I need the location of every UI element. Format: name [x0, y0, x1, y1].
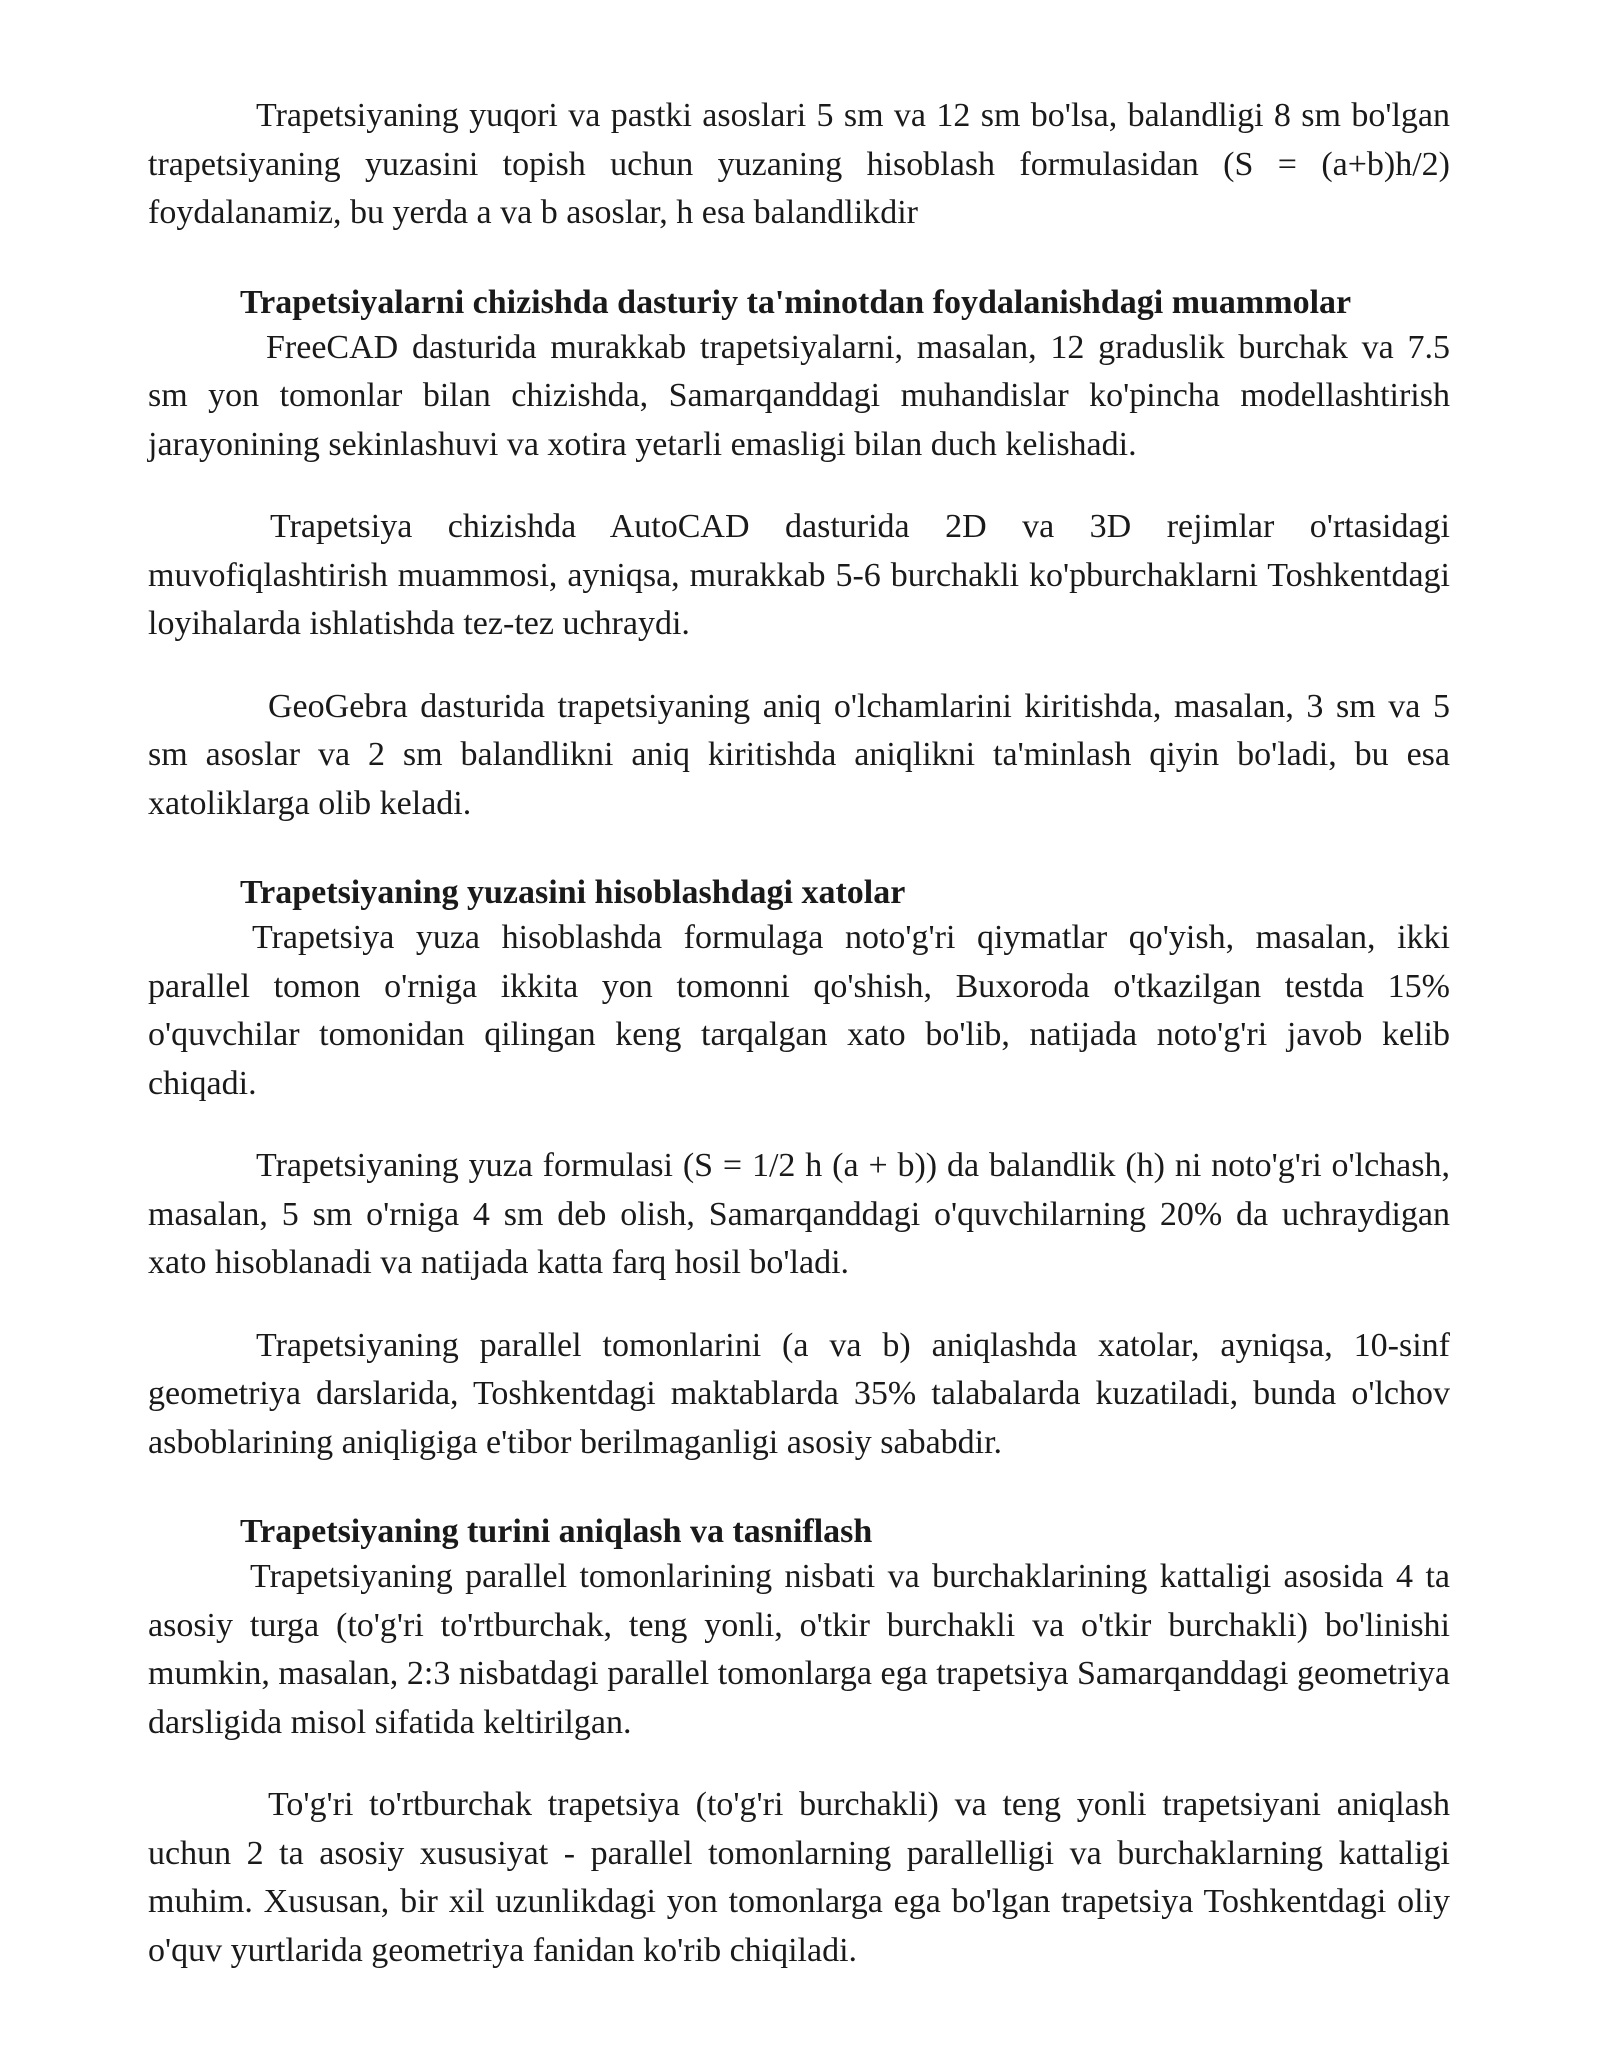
- paragraph-types: Trapetsiyaning parallel tomonlarining nisbati va burchaklarining kattaligi asosida 4 ta asosiy turga (to'g'ri to'rtburchak, teng yonli, o'tkir burchakli va o'tkir burchakli) bo'linishi mumkin, masalan, 2:3 nisbatdagi parallel tomonlarga ega trapetsiya Samarqanddagi geometriya darsligida misol sifatida keltirilgan.: [148, 1558, 1450, 1741]
- paragraph-formula-values-error: Trapetsiya yuza hisoblashda formulaga noto'g'ri qiymatlar qo'yish, masalan, ikki parallel tomon o'rniga ikkita yon tomonni qo'shish, Buxoroda o'tkazilgan testda 15% o'quvchilar tomonidan qilingan keng tarqalgan xato bo'lib, natijada noto'g'ri javob kelib chiqadi.: [148, 919, 1450, 1102]
- paragraph-geogebra: GeoGebra dasturida trapetsiyaning aniq o'lchamlarini kiritishda, masalan, 3 sm va 5 sm asoslar va 2 sm balandlikni aniq kiritishda aniqlikni ta'minlash qiyin bo'ladi, bu esa xatoliklarga olib keladi.: [148, 687, 1450, 822]
- intro-paragraph: Trapetsiyaning yuqori va pastki asoslari 5 sm va 12 sm bo'lsa, balandligi 8 sm bo'lgan trapetsiyaning yuzasini topish uchun yuzaning hisoblash formulasidan (S = (a+b)h/2) foydalanamiz, bu yerda a va b asoslar, h esa balandlikdir: [148, 97, 1450, 231]
- section-heading-area-errors: Trapetsiyaning yuzasini hisoblashdagi xatolar: [240, 874, 906, 911]
- paragraph-autocad: Trapetsiya chizishda AutoCAD dasturida 2D va 3D rejimlar o'rtasidagi muvofiqlashtirish muammosi, ayniqsa, murakkab 5-6 burchakli ko'pburchaklarni Toshkentdagi loyihalarda ishlatishda tez-tez uchraydi.: [148, 508, 1450, 642]
- section-heading-software-problems: Trapetsiyalarni chizishda dasturiy ta'minotdan foydalanishdagi muammolar: [240, 283, 1352, 321]
- section-heading-classification: Trapetsiyaning turini aniqlash va tasniflash: [240, 1513, 873, 1550]
- document-page: [148, 92, 1450, 1975]
- paragraph-height-measure-error: Trapetsiyaning yuza formulasi (S = 1/2 h (a + b)) da balandlik (h) ni noto'g'ri o'lchash, masalan, 5 sm o'rniga 4 sm deb olish, Samarqanddagi o'quvchilarning 20% da uchraydigan xato hisoblanadi va natijada katta farq hosil bo'ladi.: [148, 1147, 1450, 1281]
- paragraph-identification: To'g'ri to'rtburchak trapetsiya (to'g'ri burchakli) va teng yonli trapetsiyani aniqlash uchun 2 ta asosiy xususiyat - parallel tomonlarning parallelligi va burchaklarning kattaligi muhim. Xususan, bir xil uzunlikdagi yon tomonlarga ega bo'lgan trapetsiya Toshkentdagi oliy o'quv yurtlarida geometriya fanidan ko'rib chiqiladi.: [148, 1786, 1450, 1969]
- paragraph-freecad: FreeCAD dasturida murakkab trapetsiyalarni, masalan, 12 graduslik burchak va 7.5 sm yon tomonlar bilan chizishda, Samarqanddagi muhandislar ko'pincha modellashtirish jarayonining sekinlashuvi va xotira yetarli emasligi bilan duch kelishadi.: [148, 328, 1450, 463]
- paragraph-parallel-sides-error: Trapetsiyaning parallel tomonlarini (a va b) aniqlashda xatolar, ayniqsa, 10-sinf geometriya darslarida, Toshkentdagi maktablarda 35% talabalarda kuzatiladi, bunda o'lchov asboblarining aniqligiga e'tibor berilmaganligi asosiy sababdir.: [148, 1326, 1450, 1461]
